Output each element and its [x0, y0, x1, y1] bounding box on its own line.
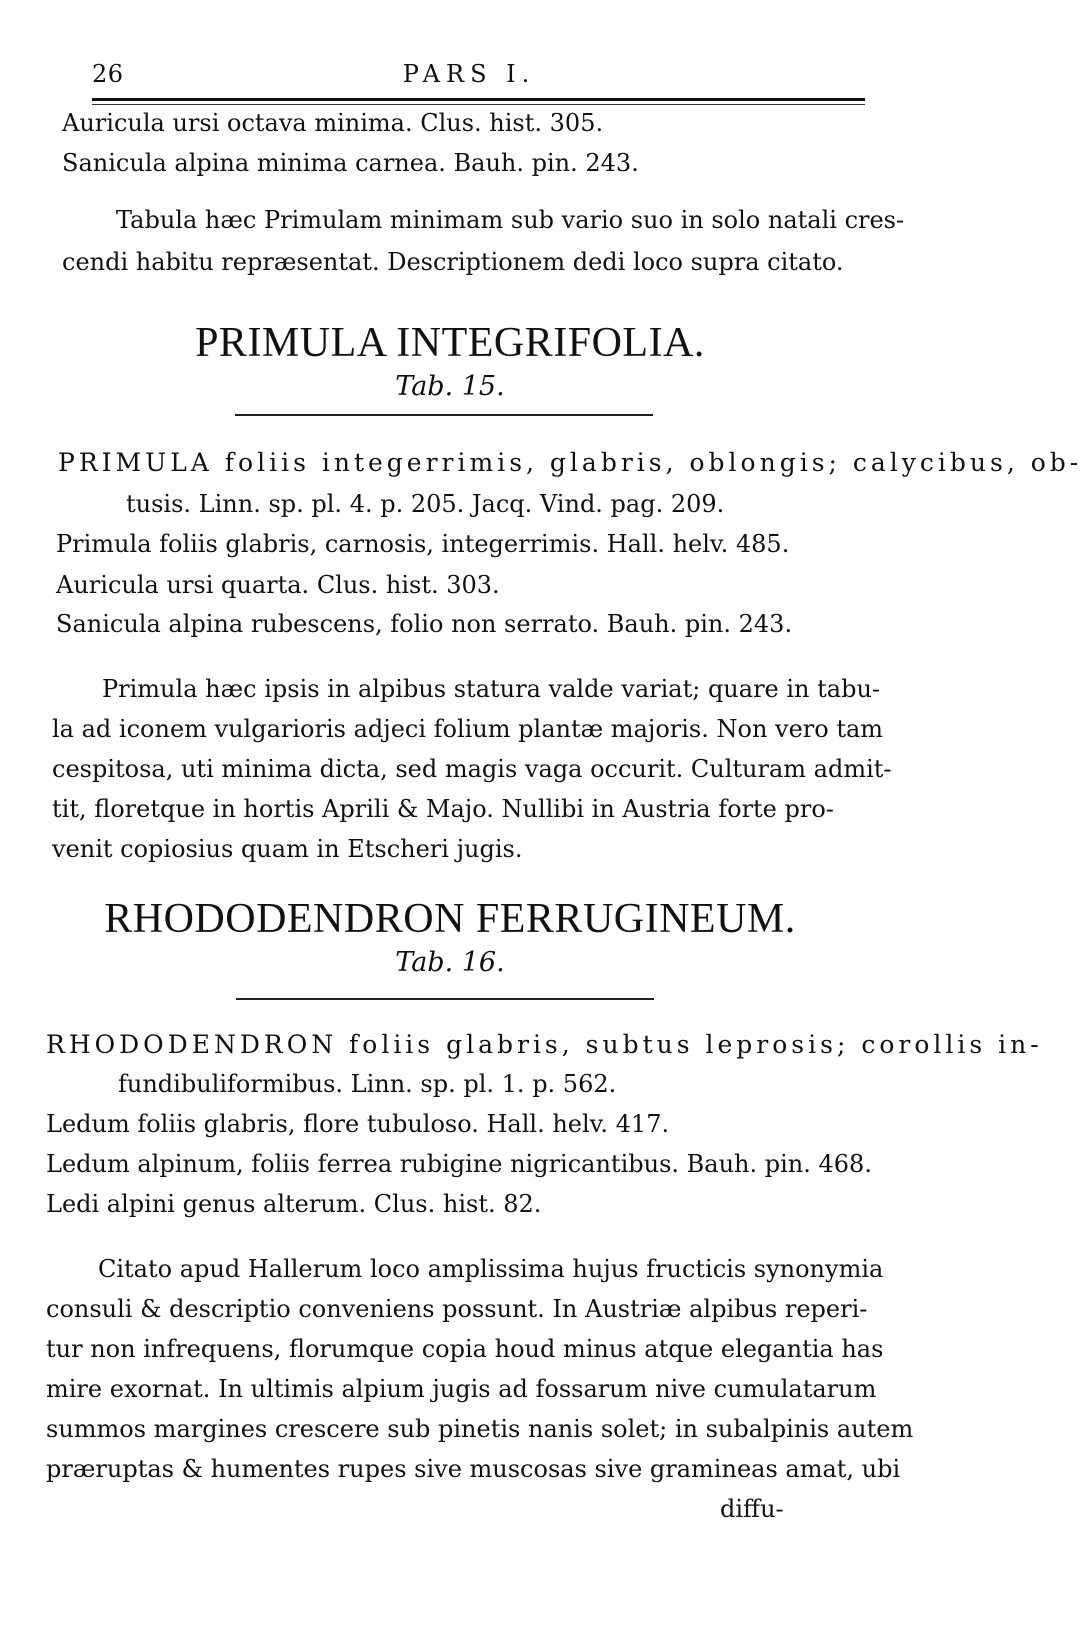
paragraph-line: Primula hæc ipsis in alpibus statura valde variat; quare in tabu-: [102, 675, 881, 703]
description-line: fundibuliformibus. Linn. sp. pl. 1. p. 562.: [118, 1070, 617, 1098]
section-title: RHODODENDRON FERRUGINEUM.: [104, 896, 796, 942]
description-line: Ledum alpinum, foliis ferrea rubigine nigricantibus. Bauh. pin. 468.: [46, 1150, 872, 1178]
description-line: tusis. Linn. sp. pl. 4. p. 205. Jacq. Vind. pag. 209.: [126, 490, 725, 518]
text-line: Auricula ursi octava minima. Clus. hist. 305.: [62, 109, 604, 137]
paragraph-line: Tabula hæc Primulam minimam sub vario suo in solo natali cres-: [116, 206, 905, 234]
catchword: diffu-: [720, 1495, 784, 1523]
paragraph-line: Citato apud Hallerum loco amplissima hujus fructicis synonymia: [98, 1255, 884, 1283]
paragraph-line: præruptas & humentes rupes sive muscosas sive gramineas amat, ubi: [46, 1455, 901, 1483]
description-line: PRIMULA foliis integerrimis, glabris, oblongis; calycibus, ob-: [58, 448, 1082, 477]
page-header: [92, 60, 864, 90]
paragraph-line: consuli & descriptio conveniens possunt. In Austriæ alpibus reperi-: [46, 1295, 868, 1323]
description-line: Ledi alpini genus alterum. Clus. hist. 82.: [46, 1190, 542, 1218]
paragraph-line: summos margines crescere sub pinetis nanis solet; in subalpinis autem: [46, 1415, 914, 1443]
description-line: Sanicula alpina rubescens, folio non serrato. Bauh. pin. 243.: [56, 610, 793, 638]
text-line: Sanicula alpina minima carnea. Bauh. pin. 243.: [62, 149, 639, 177]
page-number: 26: [92, 60, 124, 88]
paragraph-line: cendi habitu repræsentat. Descriptionem dedi loco supra citato.: [62, 248, 844, 276]
section-rule: [235, 414, 653, 416]
section-rule: [236, 998, 654, 1000]
running-head: PARS I.: [402, 60, 536, 88]
description-line: RHODODENDRON foliis glabris, subtus leprosis; corollis in-: [46, 1030, 1043, 1059]
paragraph-line: tit, floretque in hortis Aprili & Majo. Nullibi in Austria forte pro-: [52, 795, 834, 823]
paragraph-line: tur non infrequens, florumque copia houd minus atque elegantia has: [46, 1335, 884, 1363]
plate-reference: Tab. 15.: [395, 371, 505, 402]
paragraph-line: cespitosa, uti minima dicta, sed magis vaga occurit. Culturam admit-: [52, 755, 892, 783]
paragraph-line: venit copiosius quam in Etscheri jugis.: [52, 835, 523, 863]
plate-reference: Tab. 16.: [395, 947, 505, 978]
paragraph-line: la ad iconem vulgarioris adjeci folium plantæ majoris. Non vero tam: [52, 715, 884, 743]
description-line: Auricula ursi quarta. Clus. hist. 303.: [56, 571, 500, 599]
header-rule: [92, 98, 865, 101]
description-line: Ledum foliis glabris, flore tubuloso. Hall. helv. 417.: [46, 1110, 670, 1138]
paragraph-line: mire exornat. In ultimis alpium jugis ad fossarum nive cumulatarum: [46, 1375, 877, 1403]
description-line: Primula foliis glabris, carnosis, integerrimis. Hall. helv. 485.: [56, 530, 790, 558]
section-title: PRIMULA INTEGRIFOLIA.: [195, 320, 705, 366]
